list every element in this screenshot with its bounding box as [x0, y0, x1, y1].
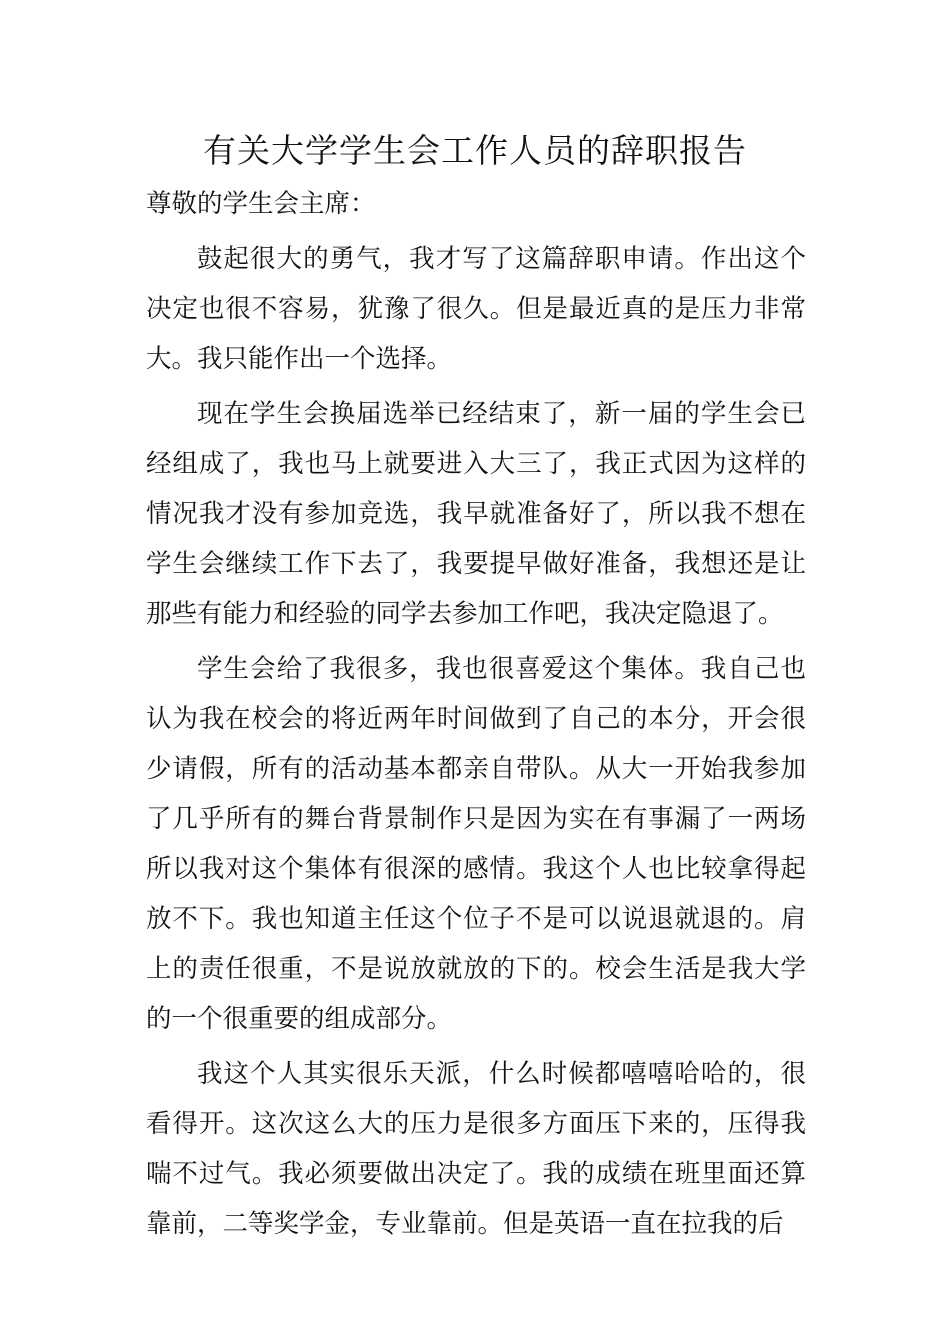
paragraph-3: 学生会给了我很多，我也很喜爱这个集体。我自己也认为我在校会的将近两年时间做到了自己的本分，开会很少请假，所有的活动基本都亲自带队。从大一开始我参加了几乎所有的舞台背景制作只是因为实在有事漏了一两场所以我对这个集体有很深的感情。我这个人也比较拿得起放不下。我也知道主任这个位子不是可以说退就退的。肩上的责任很重，不是说放就放的下的。校会生活是我大学的一个很重要的组成部分。	[146, 654, 806, 1034]
paragraph-1: 鼓起很大的勇气，我才写了这篇辞职申请。作出这个决定也很不容易，犹豫了很久。但是最近真的是压力非常大。我只能作出一个选择。	[146, 244, 806, 374]
paragraph-4: 我这个人其实很乐天派，什么时候都嘻嘻哈哈的，很看得开。这次这么大的压力是很多方面压下来的，压得我喘不过气。我必须要做出决定了。我的成绩在班里面还算靠前，二等奖学金，专业靠前。但是英语一直在拉我的后	[146, 1059, 806, 1239]
document-body	[146, 179, 806, 1249]
salutation: 尊敬的学生会主席：	[146, 189, 376, 219]
paragraph-2: 现在学生会换届选举已经结束了，新一届的学生会已经组成了，我也马上就要进入大三了，我正式因为这样的情况我才没有参加竞选，我早就准备好了，所以我不想在学生会继续工作下去了，我要提早做好准备，我想还是让那些有能力和经验的同学去参加工作吧，我决定隐退了。	[146, 399, 806, 629]
document-title: 有关大学学生会工作人员的辞职报告	[203, 131, 747, 170]
